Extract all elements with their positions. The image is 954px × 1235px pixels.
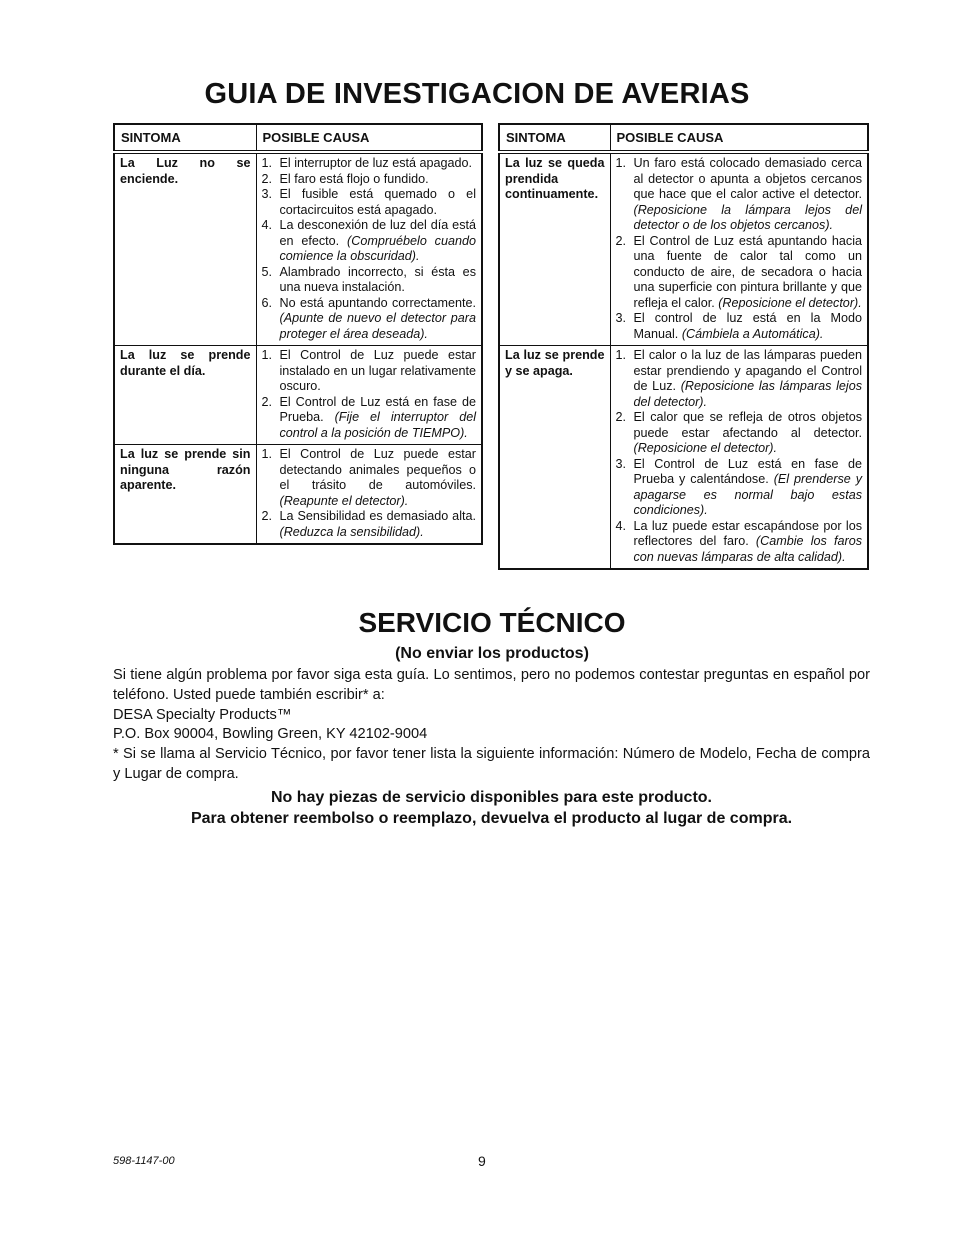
cause-number: 1. — [261, 348, 273, 362]
cause-number: 4. — [261, 218, 273, 232]
list-item — [262, 172, 477, 188]
cause-main: La luz puede estar escapándose por los reflectores del faro. — [633, 518, 862, 548]
service-body — [113, 666, 870, 785]
cause-text — [280, 348, 477, 395]
table-row — [499, 152, 868, 346]
symptom-cell: La Luz no se enciende. — [114, 152, 256, 346]
list-item — [616, 519, 863, 566]
cause-main: El calor o la luz de las lámparas pueden estar prendiendo y apagando el Control de Luz. — [633, 348, 862, 393]
cause-text — [280, 395, 477, 442]
cause-main: El interruptor de luz está apagado. — [279, 156, 473, 170]
symptom-cell: La luz se prende durante el día. — [114, 346, 256, 445]
company-name: DESA Specialty Products™ — [113, 706, 292, 723]
cause-cell — [256, 445, 482, 545]
list-item — [262, 395, 477, 442]
troubleshooting-table-left — [113, 123, 483, 545]
cause-number: 2. — [615, 233, 627, 248]
list-item — [262, 265, 477, 296]
cause-main: No está apuntando correctamente. — [279, 295, 476, 310]
page-number: 9 — [478, 1153, 486, 1169]
cause-number: 2. — [615, 410, 627, 424]
cause-header: POSIBLE CAUSA — [256, 124, 482, 152]
cause-remedy: (Reposicione las lámparas lejos del detector). — [633, 379, 863, 409]
cause-header: POSIBLE CAUSA — [610, 124, 868, 152]
table-row — [499, 346, 868, 570]
symptom-cell: La luz se prende y se apaga. — [499, 346, 610, 570]
cause-remedy: (El prenderse y apagarse es normal bajo estas condiciones). — [633, 472, 862, 517]
cause-list — [262, 156, 477, 342]
cause-main: El faro está flojo o fundido. — [279, 171, 429, 186]
cause-text — [280, 447, 477, 509]
cause-number: 3. — [615, 311, 627, 325]
cause-number: 3. — [615, 456, 627, 471]
cause-number: 2. — [261, 509, 273, 523]
cause-main: El Control de Luz está apuntando hacia una fuente de calor tal como un conducto de aire, de secadora o hacia una superficie con pintura brillante y que refleja el calor. — [633, 233, 862, 310]
cause-main: La Sensibilidad es demasiado alta. — [279, 509, 476, 523]
list-item — [616, 156, 863, 234]
cause-text — [634, 519, 863, 566]
cause-list — [616, 156, 863, 342]
cause-main: El Control de Luz puede estar detectando animales pequeños o el trásito de automóviles. — [279, 447, 476, 492]
page-title: GUIA DE INVESTIGACION DE AVERIAS — [204, 78, 750, 110]
list-item — [262, 509, 477, 540]
list-item — [262, 218, 477, 265]
service-subtitle: (No enviar los productos) — [395, 645, 589, 662]
cause-number: 3. — [261, 187, 273, 201]
symptom-header: SINTOMA — [499, 124, 610, 152]
cause-number: 1. — [261, 447, 273, 461]
document-code: 598-1147-00 — [113, 1155, 175, 1167]
cause-text — [280, 509, 477, 540]
cause-main: Alambrado incorrecto, si ésta es una nueva instalación. — [279, 264, 476, 294]
list-item — [616, 311, 863, 342]
symptom-header: SINTOMA — [114, 124, 256, 152]
cause-text — [280, 172, 477, 188]
cause-number: 1. — [615, 156, 627, 170]
cause-main: La desconexión de luz del día está en efecto. — [279, 218, 476, 248]
cause-remedy: (Reapunte el detector). — [279, 493, 409, 508]
cause-remedy: (Compruébelo cuando comience la obscuridad). — [279, 233, 476, 263]
cause-remedy: (Reposicione el detector). — [718, 295, 862, 310]
troubleshooting-table-right — [498, 123, 869, 570]
cause-remedy: (Reposicione la lámpara lejos del detector o de los objetos cercanos). — [633, 202, 862, 232]
cause-number: 2. — [261, 171, 273, 186]
notice-refund: Para obtener reembolso o reemplazo, devuelva el producto al lugar de compra. — [190, 810, 793, 827]
list-item — [616, 234, 863, 312]
cause-number: 4. — [615, 518, 627, 533]
cause-remedy: (Apunte de nuevo el detector para proteger el área deseada). — [279, 311, 476, 341]
cause-main: El Control de Luz está en fase de Prueba. — [279, 394, 476, 424]
table-row — [114, 346, 482, 445]
symptom-cell: La luz se prende sin ninguna razón aparente. — [114, 445, 256, 545]
cause-list — [262, 348, 477, 441]
cause-text — [634, 348, 863, 410]
cause-number: 2. — [261, 394, 273, 409]
cause-text — [280, 296, 477, 343]
cause-remedy: (Cambie los faros con nuevas lámparas de alta calidad). — [633, 534, 862, 564]
table-row — [114, 152, 482, 346]
cause-cell — [256, 346, 482, 445]
table-row — [114, 445, 482, 545]
service-paragraph: Si tiene algún problema por favor siga esta guía. Lo sentimos, pero no podemos contestar preguntas en español por teléfono. Usted puede también escribir* a: — [113, 667, 870, 703]
notice-no-parts: No hay piezas de servicio disponibles para este producto. — [270, 789, 712, 806]
cause-remedy: (Reduzca la sensibilidad). — [279, 524, 424, 539]
cause-main: El fusible está quemado o el cortacircuitos está apagado. — [279, 187, 476, 217]
list-item — [262, 447, 477, 509]
cause-main: Un faro está colocado demasiado cerca al detector o apunta a objetos cercanos que hace que el calor active el detector. — [633, 156, 862, 201]
cause-main: El calor que se refleja de otros objetos puede estar afectando al detector. — [633, 410, 862, 440]
cause-text — [634, 457, 863, 519]
cause-cell — [256, 152, 482, 346]
cause-main: El Control de Luz está en fase de Prueba y calentándose. — [633, 456, 862, 486]
cause-text — [634, 156, 863, 234]
cause-text — [280, 265, 477, 296]
list-item — [616, 348, 863, 410]
cause-text — [280, 187, 477, 218]
service-title: SERVICIO TÉCNICO — [358, 607, 626, 638]
symptom-cell: La luz se queda prendida continuamente. — [499, 152, 610, 346]
list-item — [616, 457, 863, 519]
service-notice — [113, 787, 870, 829]
cause-cell — [610, 152, 868, 346]
list-item — [616, 410, 863, 457]
cause-remedy: (Fije el interruptor del control a la posición de TIEMPO). — [279, 410, 477, 440]
cause-cell — [610, 346, 868, 570]
cause-remedy: (Reposicione el detector). — [633, 441, 777, 455]
list-item — [262, 187, 477, 218]
list-item — [262, 156, 477, 172]
cause-number: 1. — [261, 156, 273, 170]
cause-number: 6. — [261, 295, 273, 310]
cause-text — [634, 410, 863, 457]
cause-text — [280, 156, 477, 172]
service-note: * Si se llama al Servicio Técnico, por favor tener lista la siguiente información: Número de Modelo, Fecha de compra y Lugar de compra. — [113, 746, 870, 782]
cause-list — [616, 348, 863, 565]
cause-list — [262, 447, 477, 540]
company-address: P.O. Box 90004, Bowling Green, KY 42102-9004 — [113, 726, 428, 743]
list-item — [262, 348, 477, 395]
cause-main: El control de luz está en la Modo Manual. — [633, 311, 862, 341]
cause-remedy: (Cámbiela a Automática). — [681, 326, 824, 341]
cause-text — [280, 218, 477, 265]
cause-text — [634, 311, 863, 342]
cause-number: 5. — [261, 264, 273, 279]
cause-main: El Control de Luz puede estar instalado en un lugar relativamente oscuro. — [279, 348, 476, 393]
cause-text — [634, 234, 863, 312]
cause-number: 1. — [615, 348, 627, 362]
list-item — [262, 296, 477, 343]
